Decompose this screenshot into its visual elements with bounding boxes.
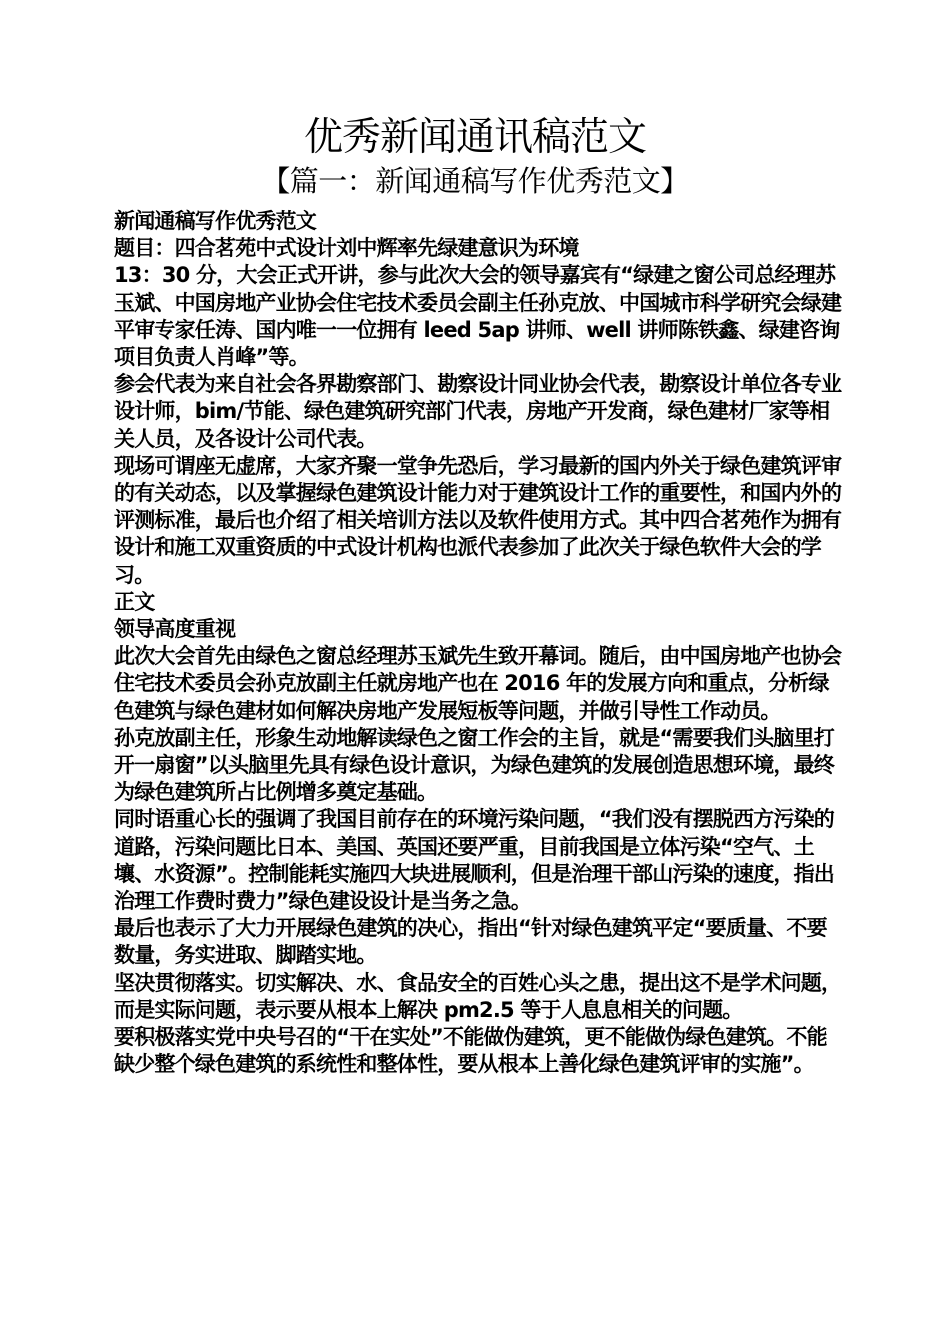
document-title: 优秀新闻通讯稿范文 xyxy=(303,115,646,160)
body-paragraph: 此次大会首先由绿色之窗总经理苏玉斌先生致开幕词。随后，由中国房地产也协会住宅技术委员会孙克放副主任就房地产也在 2016 年的发展方向和重点，分析绿色建筑与绿色建材如何解决房地产发展短板等问题，并做引导性工作动员。 xyxy=(114,644,842,723)
body-paragraph: 题目：四合茗苑中式设计刘中辉率先绿建意识为环境 xyxy=(114,236,579,261)
body-paragraph: 13：30 分，大会正式开讲，参与此次大会的领导嘉宾有“绿建之窗公司总经理苏玉斌、中国房地产业协会住宅技术委员会副主任孙克放、中国城市科学研究会绿建平审专家任涛、国内唯一一位拥有 leed 5ap 讲师、well 讲师陈铁鑫、绿建咨询项目负责人肖峰”等。 xyxy=(114,263,842,370)
body-paragraph: 正文 xyxy=(114,589,155,614)
document-body xyxy=(114,208,844,1079)
body-paragraph: 要积极落实党中央号召的“干在实处”不能做伪建筑，更不能做伪绿色建筑。不能缺少整个绿色建筑的系统性和整体性，要从根本上善化绿色建筑评审的实施”。 xyxy=(114,1025,827,1077)
body-paragraph: 新闻通稿写作优秀范文 xyxy=(114,209,316,233)
body-paragraph: 领导高度重视 xyxy=(114,617,236,642)
body-paragraph: 同时语重心长的强调了我国目前存在的环境污染问题，“我们没有摆脱西方污染的道路，污染问题比日本、美国、英国还要严重，目前我国是立体污染“空气、土壤、水资源”。控制能耗实施四大块进展顺利，但是治理干部山污染的速度，指出治理工作费时费力”绿色建设设计是当务之急。 xyxy=(114,807,834,914)
body-paragraph: 最后也表示了大力开展绿色建筑的决心，指出“针对绿色建筑平定“要质量、不要数量，务实进取、脚踏实地。 xyxy=(114,916,827,968)
body-paragraph: 现场可谓座无虚席，大家齐聚一堂争先恐后，学习最新的国内外关于绿色建筑评审的有关动态，以及掌握绿色建筑设计能力对于建筑设计工作的重要性，和国内外的评测标准，最后也介绍了相关培训方法以及软件使用方式。其中四合茗苑作为拥有设计和施工双重资质的中式设计机构也派代表参加了此次关于绿色软件大会的学习。 xyxy=(114,453,842,587)
body-paragraph: 孙克放副主任，形象生动地解读绿色之窗工作会的主旨，就是“需要我们头脑里打开一扇窗”以头脑里先具有绿色设计意识，为绿色建筑的发展创造思想环境，最终为绿色建筑所占比例增多奠定基础。 xyxy=(114,725,834,805)
document-subtitle: 【篇一：新闻通稿写作优秀范文】 xyxy=(261,164,689,198)
body-paragraph: 坚决贯彻落实。切实解决、水、食品安全的百姓心头之患，提出这不是学术问题，而是实际问题，表示要从根本上解决 pm2.5 等于人息息相关的问题。 xyxy=(114,970,842,1022)
body-paragraph: 参会代表为来自社会各界勘察部门、勘察设计同业协会代表，勘察设计单位各专业设计师，bim/节能、绿色建筑研究部门代表，房地产开发商，绿色建材厂家等相关人员，及各设计公司代表。 xyxy=(114,372,842,451)
